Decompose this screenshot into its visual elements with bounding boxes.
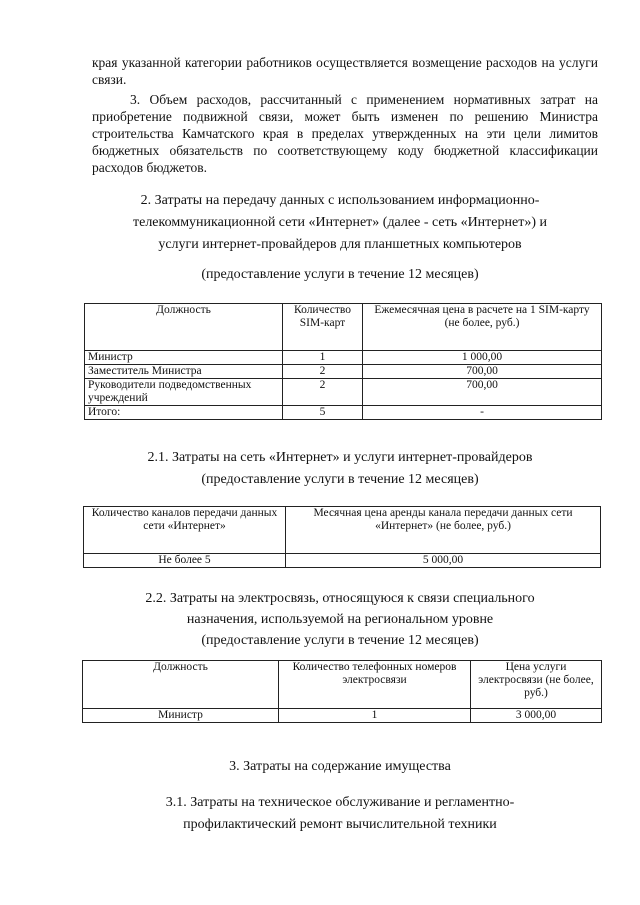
header-channel-price: Месячная цена аренды канала передачи данных сети «Интернет» (не более, руб.) bbox=[286, 507, 601, 554]
header-position: Должность bbox=[85, 304, 283, 351]
special-telecom-table bbox=[82, 660, 602, 723]
cell-channel-price: 5 000,00 bbox=[286, 554, 601, 568]
cell-price: 700,00 bbox=[363, 365, 602, 379]
table-header-row bbox=[85, 304, 602, 351]
section2-2-heading-line2: назначения, используемой на региональном уровне bbox=[186, 612, 494, 627]
cell-price: - bbox=[363, 406, 602, 420]
cell-position: Итого: bbox=[85, 406, 283, 420]
cell-service-price: 3 000,00 bbox=[471, 709, 602, 723]
header-service-price: Цена услуги электросвязи (не более, руб.) bbox=[471, 661, 602, 709]
cell-sim-count: 2 bbox=[283, 365, 363, 379]
section2-2-heading-line1: 2.2. Затраты на электросвязь, относящуюся к связи специального bbox=[145, 591, 535, 606]
table-row bbox=[85, 365, 602, 379]
cell-price: 1 000,00 bbox=[363, 351, 602, 365]
cell-position: Министр bbox=[83, 709, 279, 723]
header-phone-numbers: Количество телефонных номеров электросвязи bbox=[279, 661, 471, 709]
table-row bbox=[85, 379, 602, 406]
table-row bbox=[84, 554, 601, 568]
cell-sim-count: 5 bbox=[283, 406, 363, 420]
section2-2-heading-line3: (предоставление услуги в течение 12 месяцев) bbox=[201, 633, 479, 648]
table-header-row bbox=[84, 507, 601, 554]
table-row bbox=[85, 351, 602, 365]
section2-period: (предоставление услуги в течение 12 месяцев) bbox=[201, 267, 479, 282]
section2-1-heading-line2: (предоставление услуги в течение 12 месяцев) bbox=[201, 472, 479, 487]
table-row-total bbox=[85, 406, 602, 420]
sim-cards-table bbox=[84, 303, 602, 420]
table-row bbox=[83, 709, 602, 723]
header-monthly-price: Ежемесячная цена в расчете на 1 SIM-карту (не более, руб.) bbox=[363, 304, 602, 351]
cell-price: 700,00 bbox=[363, 379, 602, 406]
header-position: Должность bbox=[83, 661, 279, 709]
cell-position: Заместитель Министра bbox=[85, 365, 283, 379]
section2-heading-line3: услуги интернет-провайдеров для планшетных компьютеров bbox=[158, 237, 522, 252]
table-header-row bbox=[83, 661, 602, 709]
cell-sim-count: 2 bbox=[283, 379, 363, 406]
header-channel-count: Количество каналов передачи данных сети «Интернет» bbox=[84, 507, 286, 554]
section3-1-heading-line2: профилактический ремонт вычислительной техники bbox=[183, 817, 497, 832]
section3-1-heading-line1: 3.1. Затраты на техническое обслуживание и регламентно- bbox=[165, 795, 515, 810]
section3-heading: 3. Затраты на содержание имущества bbox=[229, 759, 451, 774]
cell-position: Министр bbox=[85, 351, 283, 365]
internet-channels-table bbox=[83, 506, 601, 568]
section2-heading-line2: телекоммуникационной сети «Интернет» (далее - сеть «Интернет») и bbox=[132, 215, 547, 230]
section2-1-heading-line1: 2.1. Затраты на сеть «Интернет» и услуги интернет-провайдеров bbox=[147, 450, 533, 465]
cell-phone-numbers: 1 bbox=[279, 709, 471, 723]
header-sim-count: Количество SIM-карт bbox=[283, 304, 363, 351]
section2-heading-line1: 2. Затраты на передачу данных с использованием информационно- bbox=[140, 193, 540, 208]
cell-sim-count: 1 bbox=[283, 351, 363, 365]
intro-paragraph-2: 3. Объем расходов, рассчитанный с применением нормативных затрат на приобретение подвижной связи, может быть изменен по решению Министра строительства Камчатского края в пределах утвержденных на эти цели лимитов бюджетных обязательств по соответствующему коду бюджетной классификации расходов бюджетов. bbox=[92, 92, 598, 175]
cell-position: Руководители подведомственных учреждений bbox=[85, 379, 283, 406]
intro-paragraph-1: края указанной категории работников осуществляется возмещение расходов на услуги связи. bbox=[92, 55, 598, 87]
cell-channel-count: Не более 5 bbox=[84, 554, 286, 568]
